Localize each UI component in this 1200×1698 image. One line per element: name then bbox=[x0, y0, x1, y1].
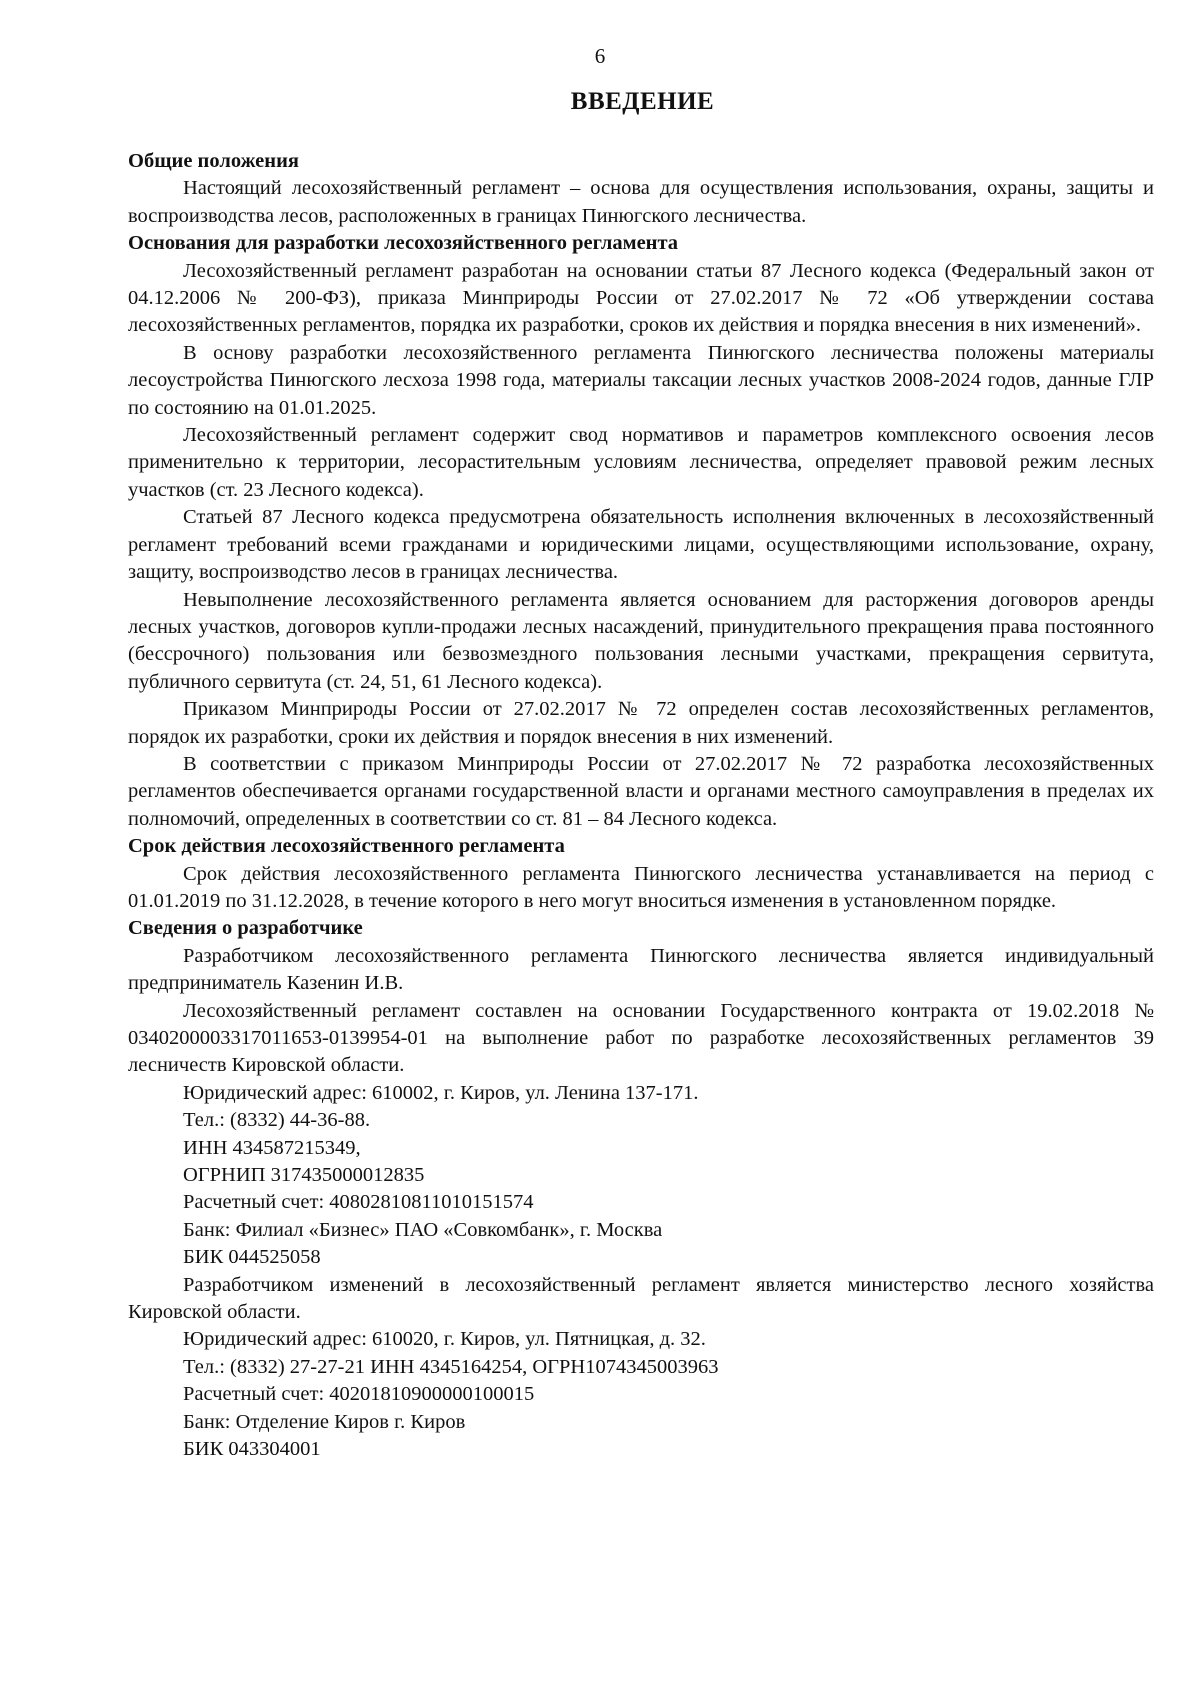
document-body bbox=[128, 148, 1154, 1464]
paragraph: В соответствии с приказом Минприроды России от 27.02.2017 № 72 разработка лесохозяйственных регламентов обеспечивается органами государственной власти и органами местного самоуправления в пределах их полномочий, определенных в соответствии со ст. 81 – 84 Лесного кодекса. bbox=[128, 752, 1154, 830]
section-heading-developer: Сведения о разработчике bbox=[128, 917, 363, 940]
section-heading-basis: Основания для разработки лесохозяйственного регламента bbox=[128, 232, 679, 255]
page-number: 6 bbox=[594, 44, 606, 68]
paragraph: Лесохозяйственный регламент разработан на основании статьи 87 Лесного кодекса (Федеральный закон от 04.12.2006 № 200-ФЗ), приказа Минприроды России от 27.02.2017 № 72 «Об утверждении состава лесохозяйственных регламентов, порядка их разработки, сроков их действия и порядка внесения в них изменений». bbox=[128, 259, 1154, 337]
info-line: БИК 044525058 bbox=[183, 1246, 321, 1269]
info-line: Юридический адрес: 610002, г. Киров, ул. Ленина 137-171. bbox=[183, 1081, 699, 1104]
info-line: Расчетный счет: 40201810900000100015 bbox=[183, 1383, 535, 1406]
info-line: Тел.: (8332) 27-27-21 ИНН 4345164254, ОГРН1074345003963 bbox=[183, 1355, 719, 1378]
section-heading-term: Срок действия лесохозяйственного регламента bbox=[128, 835, 565, 858]
page-title: ВВЕДЕНИЕ bbox=[570, 88, 715, 115]
info-line: Банк: Филиал «Бизнес» ПАО «Совкомбанк», г. Москва bbox=[183, 1218, 663, 1241]
info-line: БИК 043304001 bbox=[183, 1438, 321, 1461]
info-line: Тел.: (8332) 44-36-88. bbox=[183, 1109, 371, 1132]
info-line: Банк: Отделение Киров г. Киров bbox=[183, 1410, 466, 1433]
paragraph: Настоящий лесохозяйственный регламент – основа для осуществления использования, охраны, защиты и воспроизводства лесов, расположенных в границах Пинюгского лесничества. bbox=[128, 177, 1154, 227]
paragraph: В основу разработки лесохозяйственного регламента Пинюгского лесничества положены материалы лесоустройства Пинюгского лесхоза 1998 года, материалы таксации лесных участков 2008-2024 годов, данные ГЛР по состоянию на 01.01.2025. bbox=[128, 341, 1154, 419]
section-heading-general: Общие положения bbox=[128, 150, 299, 172]
paragraph: Приказом Минприроды России от 27.02.2017 № 72 определен состав лесохозяйственных регламентов, порядок их разработки, сроки их действия и порядок внесения в них изменений. bbox=[128, 698, 1154, 748]
info-line: Расчетный счет: 40802810811010151574 bbox=[183, 1191, 534, 1214]
paragraph: Разработчиком изменений в лесохозяйственный регламент является министерство лесного хозяйства Кировской области. bbox=[128, 1273, 1154, 1324]
paragraph: Разработчиком лесохозяйственного регламента Пинюгского лесничества является индивидуальный предприниматель Казенин И.В. bbox=[128, 944, 1154, 995]
paragraph: Статьей 87 Лесного кодекса предусмотрена обязательность исполнения включенных в лесохозяйственный регламент требований всеми гражданами и юридическими лицами, осуществляющими использование, охрану, защиту, воспроизводство лесов в границах лесничества. bbox=[128, 506, 1154, 584]
changes-developer-contact-block bbox=[128, 1326, 1154, 1463]
info-line: Юридический адрес: 610020, г. Киров, ул. Пятницкая, д. 32. bbox=[183, 1328, 706, 1351]
paragraph: Лесохозяйственный регламент содержит свод нормативов и параметров комплексного освоения лесов применительно к территории, лесорастительным условиям лесничества, определяет правовой режим лесных участков (ст. 23 Лесного кодекса). bbox=[128, 424, 1154, 501]
paragraph: Невыполнение лесохозяйственного регламента является основанием для расторжения договоров аренды лесных участков, договоров купли-продажи лесных насаждений, принудительного прекращения права постоянного (бессрочного) пользования или безвозмездного пользования лесными участками, прекращения сервитута, публичного сервитута (ст. 24, 51, 61 Лесного кодекса). bbox=[128, 588, 1154, 693]
paragraph: Лесохозяйственный регламент составлен на основании Государственного контракта от 19.02.2018 № 0340200003317011653-0139954-01 на выполнение работ по разработке лесохозяйственных регламентов 39 лесничеств Кировской области. bbox=[128, 999, 1154, 1077]
developer-contact-block bbox=[128, 1080, 1154, 1272]
paragraph: Срок действия лесохозяйственного регламента Пинюгского лесничества устанавливается на период с 01.01.2019 по 31.12.2028, в течение которого в него могут вноситься изменения в установленном порядке. bbox=[128, 862, 1154, 912]
info-line: ИНН 434587215349, bbox=[183, 1136, 361, 1159]
info-line: ОГРНИП 317435000012835 bbox=[183, 1164, 425, 1187]
